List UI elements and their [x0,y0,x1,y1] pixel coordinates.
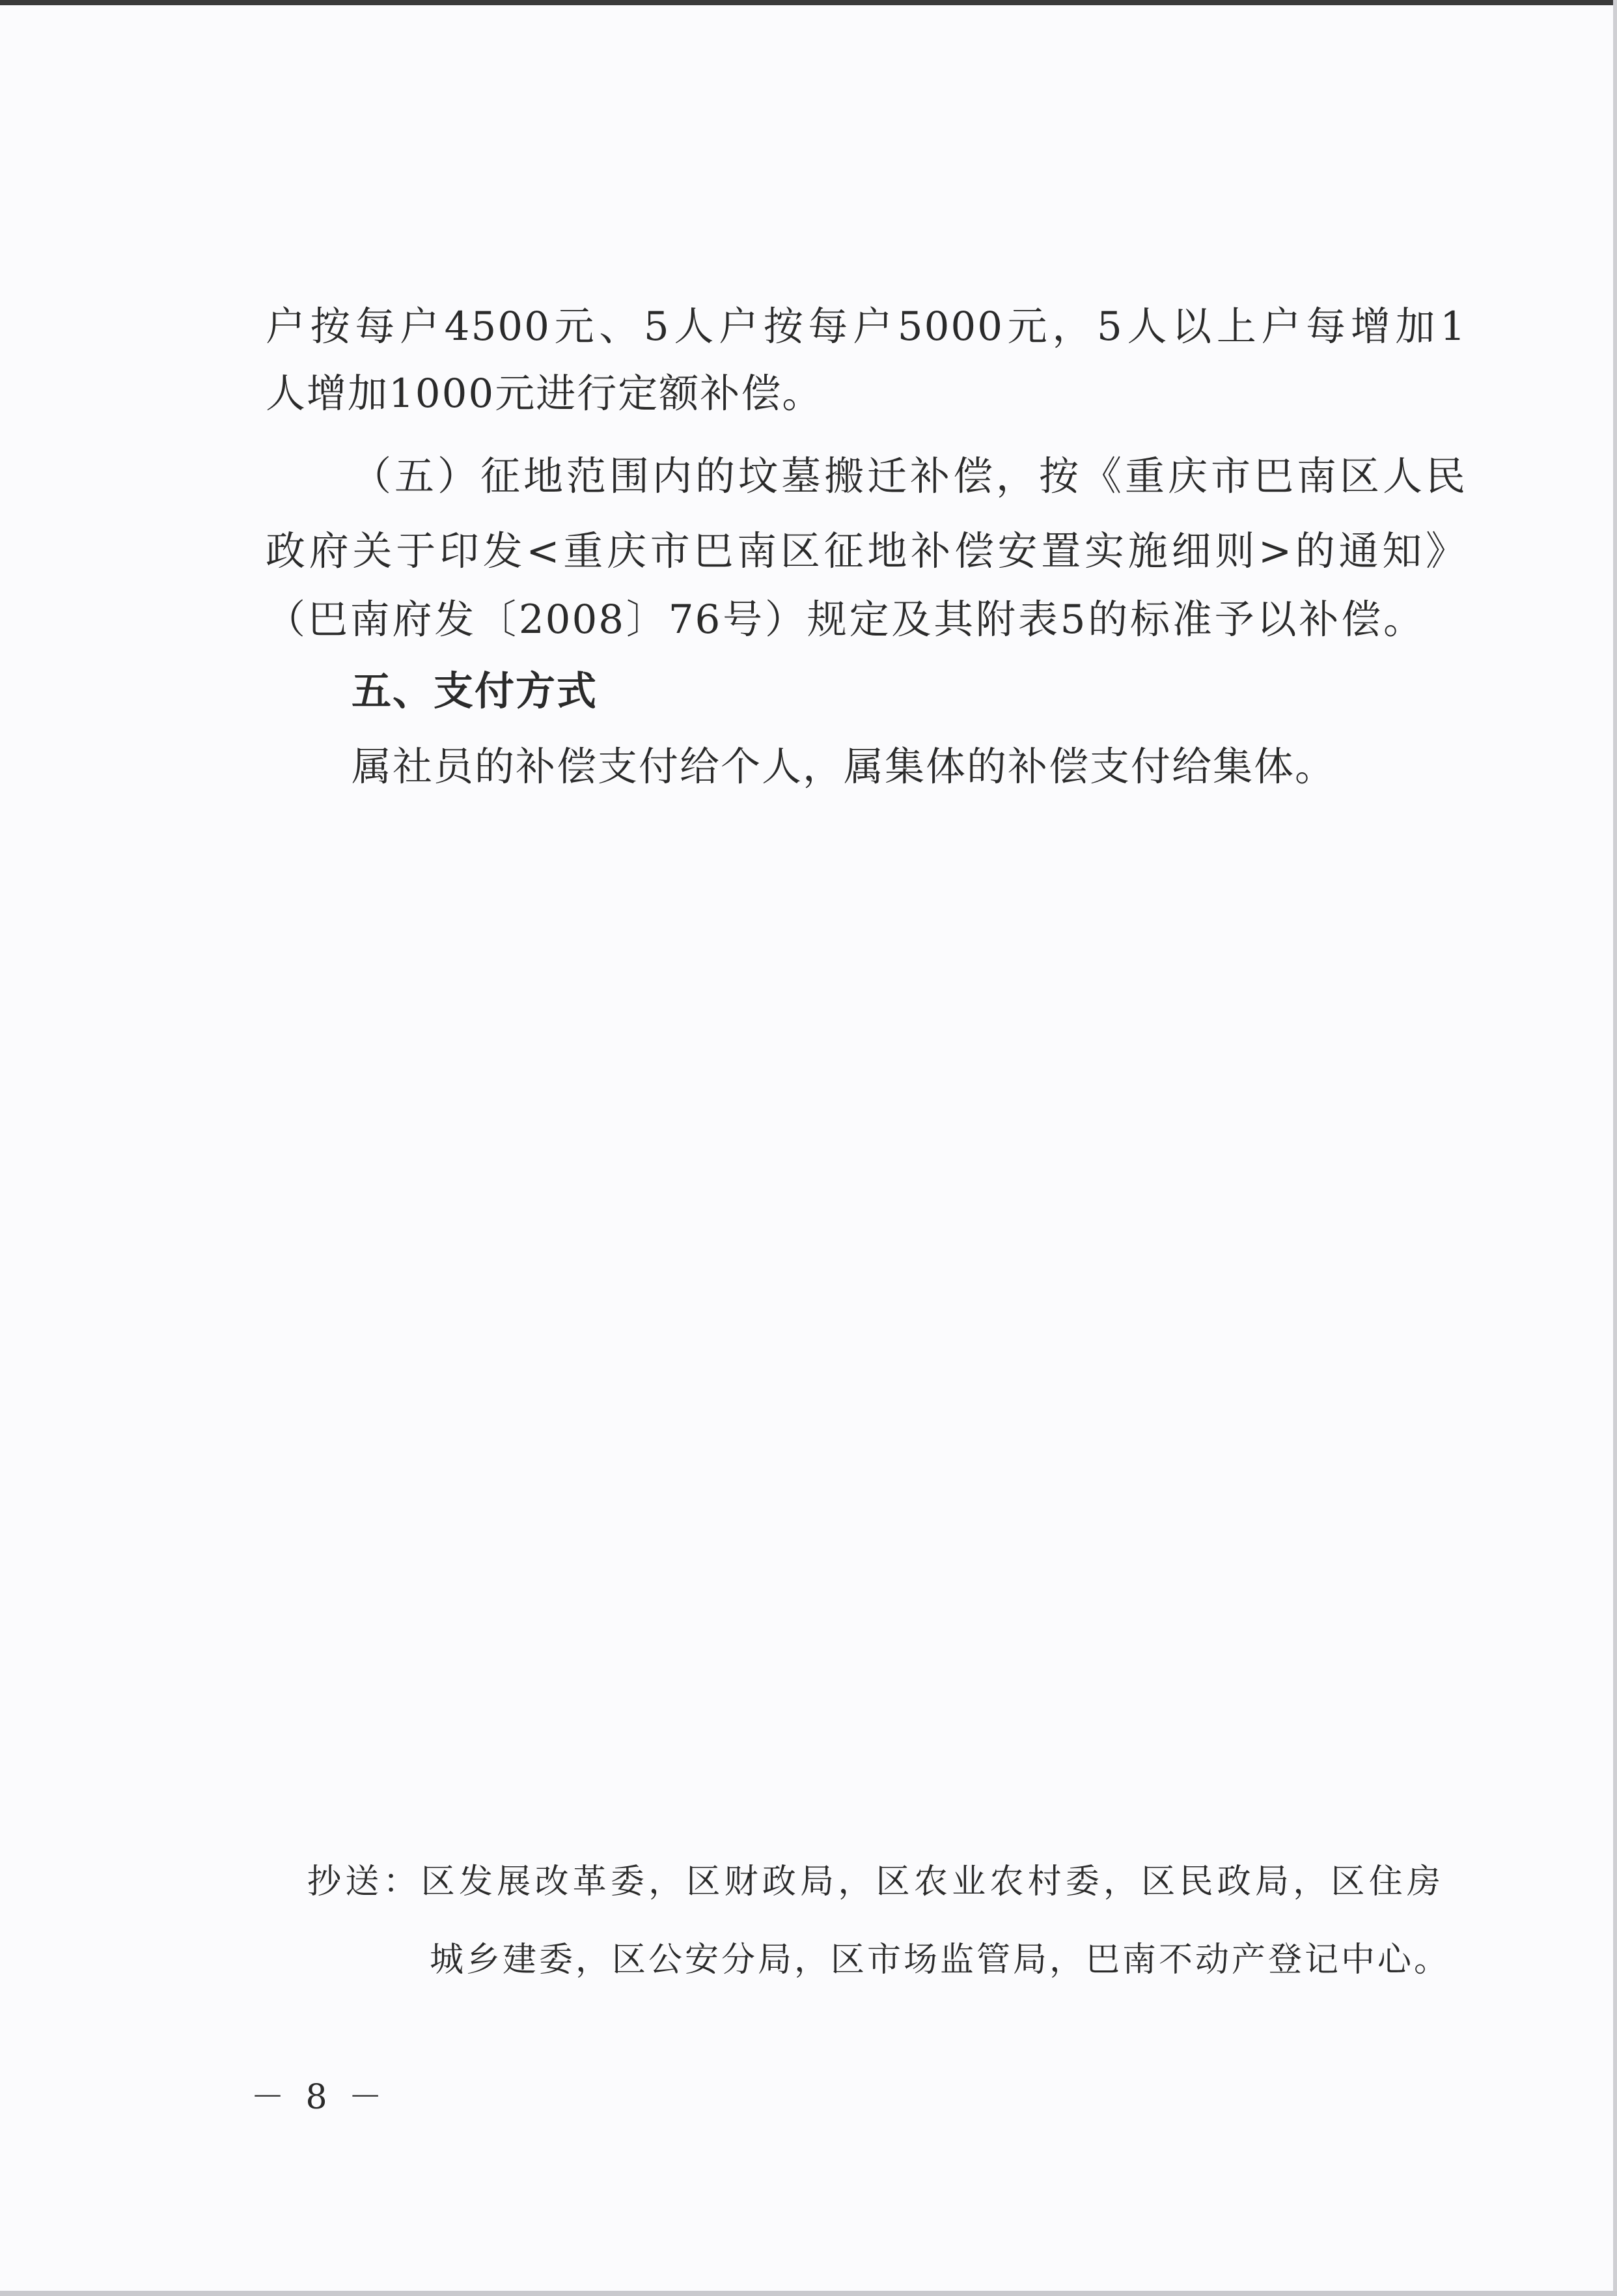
paragraph-4-line-1: 户按每户4500元、5人户按每户5000元，5人以上户每增加1 [266,303,1467,350]
page-number: － 8 － [251,2078,388,2117]
scan-bottom-edge [0,2291,1617,2296]
paragraph-5-line-1: （五）征地范围内的坟墓搬迁补偿，按《重庆市巴南区人民 [352,453,1467,499]
paragraph-5-line-3: （巴南府发〔2008〕76号）规定及其附表5的标准予以补偿。 [266,596,1424,643]
cc-line-2: 城乡建委，区公安分局，区市场监管局，巴南不动产登记中心。 [430,1940,1451,1980]
cc-line-1: 抄送：区发展改革委，区财政局，区农业农村委，区民政局，区住房 [307,1862,1443,1901]
section-5-text: 属社员的补偿支付给个人，属集体的补偿支付给集体。 [352,744,1336,790]
scan-top-edge [0,0,1617,5]
section-5-heading: 五、支付方式 [352,668,598,714]
paragraph-4-line-2: 人增加1000元进行定额补偿。 [266,371,823,417]
scan-right-edge [1613,0,1617,2296]
paragraph-5-line-2: 政府关于印发<重庆市巴南区征地补偿安置实施细则>的通知》 [266,528,1467,574]
